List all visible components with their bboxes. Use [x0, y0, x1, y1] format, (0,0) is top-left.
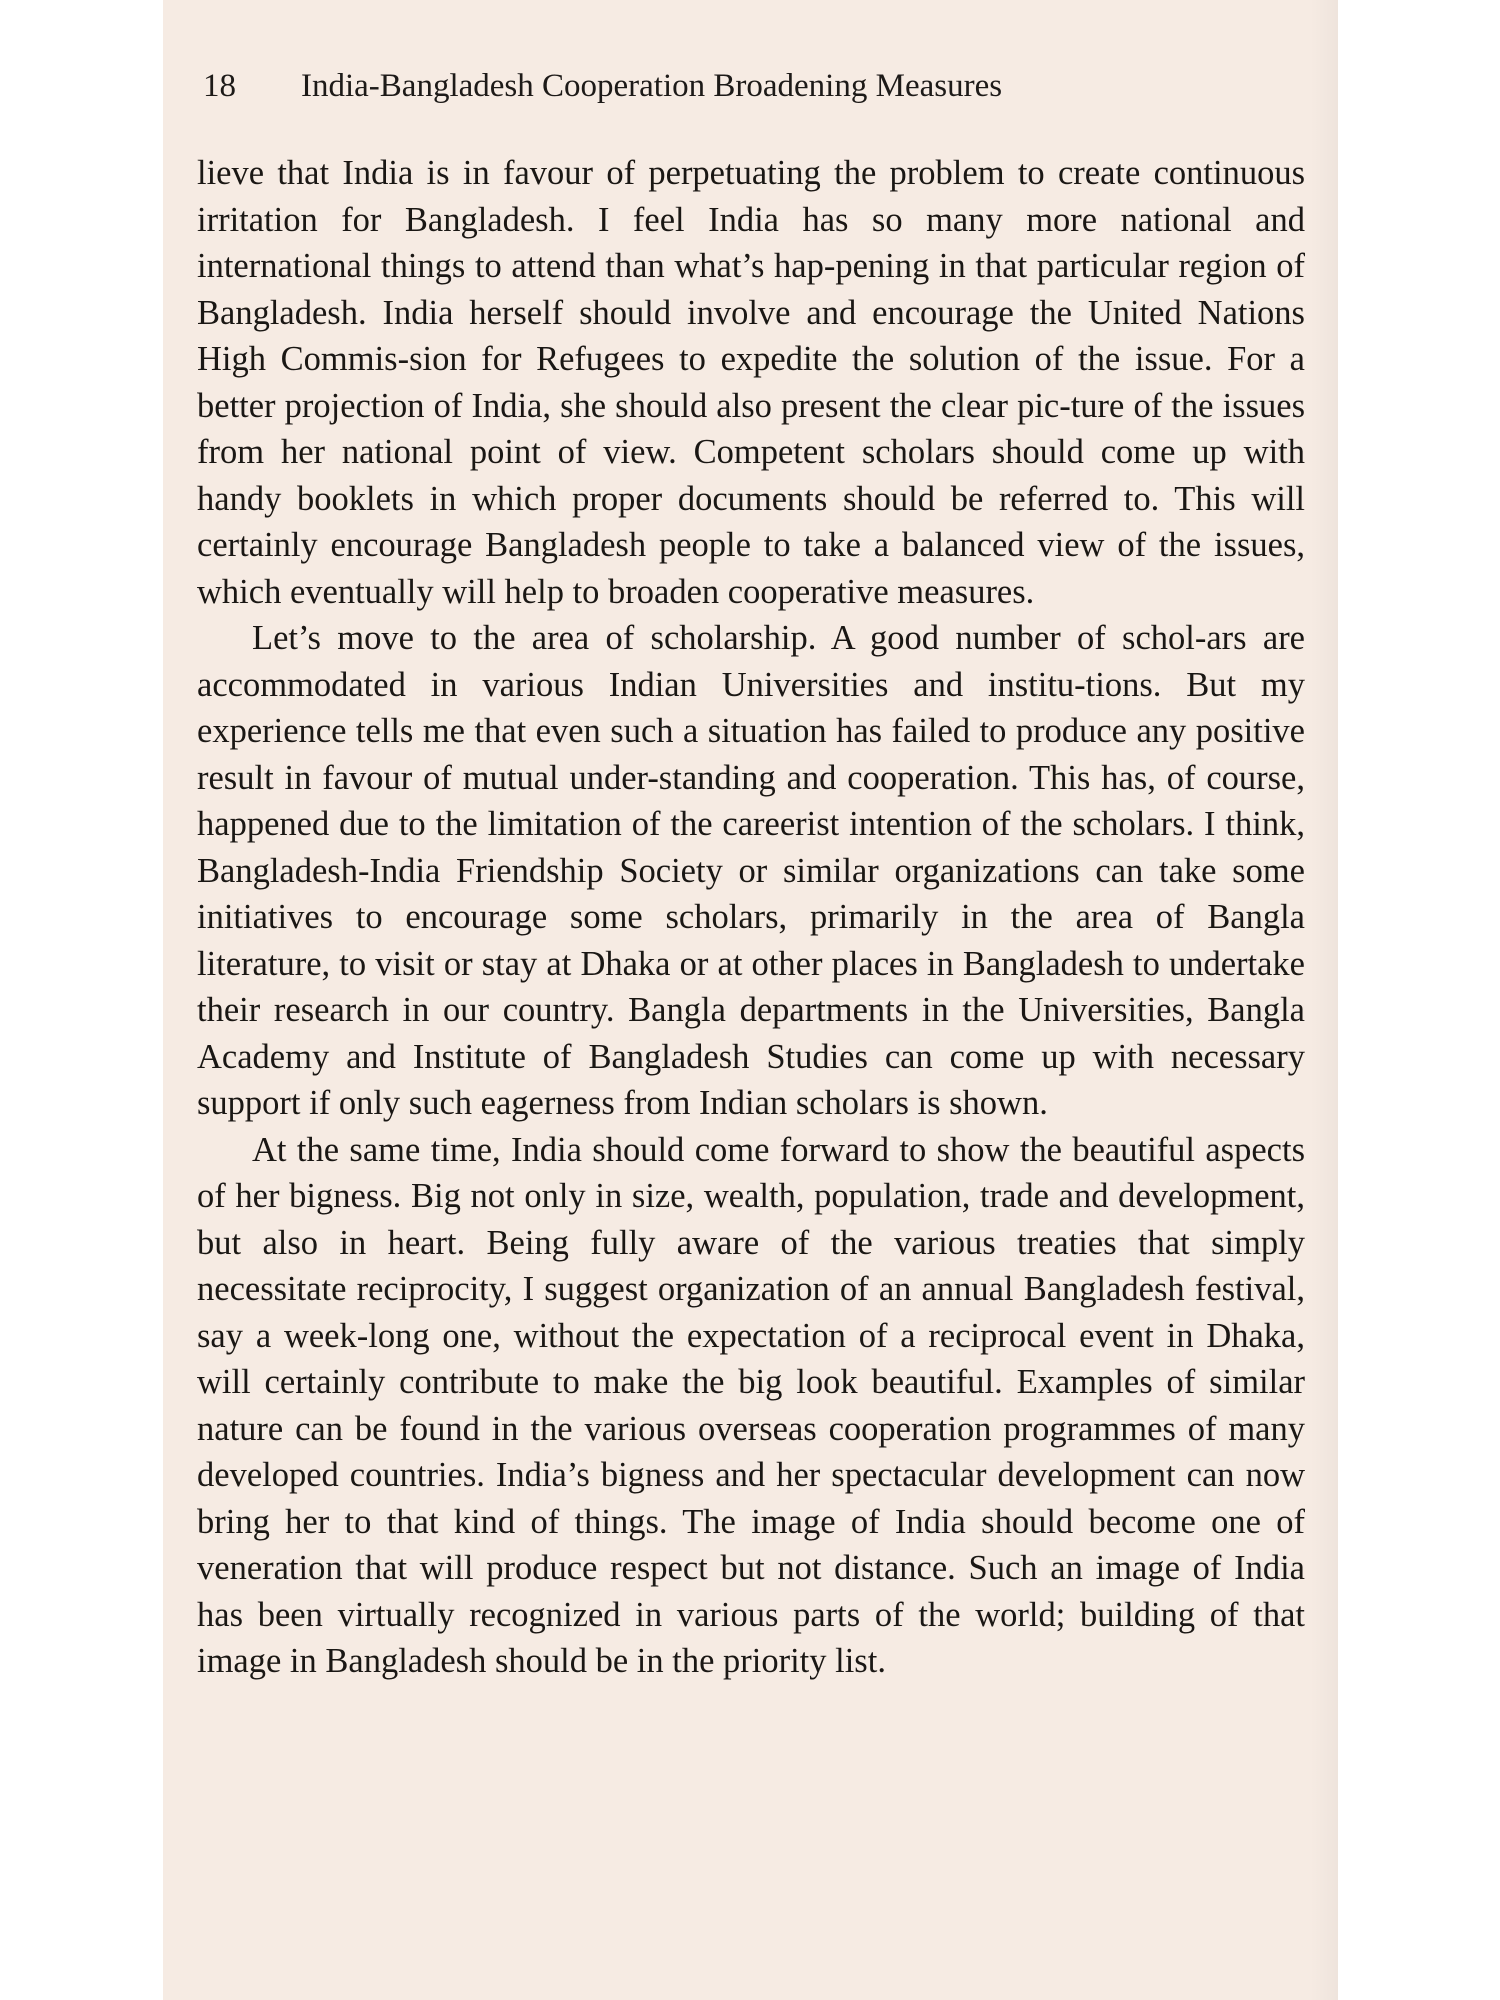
paragraph-3: At the same time, India should come forward to show the beautiful aspects of her bigness. Big not only in size, wealth, population, trade and development, but also in heart. Being fully aware of the various treaties that simply necessitate reciprocity, I suggest organization of an annual Bangladesh festival, say a week-long one, without the expectation of a reciprocal event in Dhaka, will certainly contribute to make the big look beautiful. Examples of similar nature can be found in the various overseas cooperation programmes of many developed countries. India’s bigness and her spectacular development can now bring her to that kind of things. The image of India should become one of veneration that will produce respect but not distance. Such an image of India has been virtually recognized in various parts of the world; building of that image in Bangladesh should be in the priority list.	[197, 1130, 1305, 1680]
page-header	[203, 68, 1303, 114]
paragraph-1: lieve that India is in favour of perpetuating the problem to create continuous irritation for Bangladesh. I feel India has so many more national and international things to attend than what’s hap-pening in that particular region of Bangladesh. India herself should involve and encourage the United Nations High Commis-sion for Refugees to expedite the solution of the issue. For a better projection of India, she should also present the clear pic-ture of the issues from her national point of view. Competent scholars should come up with handy booklets in which proper documents should be referred to. This will certainly encourage Bangladesh people to take a balanced view of the issues, which eventually will help to broaden cooperative measures.	[197, 154, 1305, 611]
page-edge-shadow	[1310, 0, 1338, 2000]
paragraph-2: Let’s move to the area of scholarship. A good number of schol-ars are accommodated in various Indian Universities and institu-tions. But my experience tells me that even such a situation has failed to produce any positive result in favour of mutual under-standing and cooperation. This has, of course, happened due to the limitation of the careerist intention of the scholars. I think, Bangladesh-India Friendship Society or similar organizations can take some initiatives to encourage some scholars, primarily in the area of Bangla literature, to visit or stay at Dhaka or at other places in Bangladesh to undertake their research in our country. Bangla departments in the Universities, Bangla Academy and Institute of Bangladesh Studies can come up with necessary support if only such eagerness from Indian scholars is shown.	[197, 619, 1305, 1122]
page-number: 18	[203, 68, 236, 104]
body-text	[197, 150, 1305, 1685]
running-title: India-Bangladesh Cooperation Broadening Measures	[301, 68, 1003, 104]
book-page	[163, 0, 1338, 2000]
